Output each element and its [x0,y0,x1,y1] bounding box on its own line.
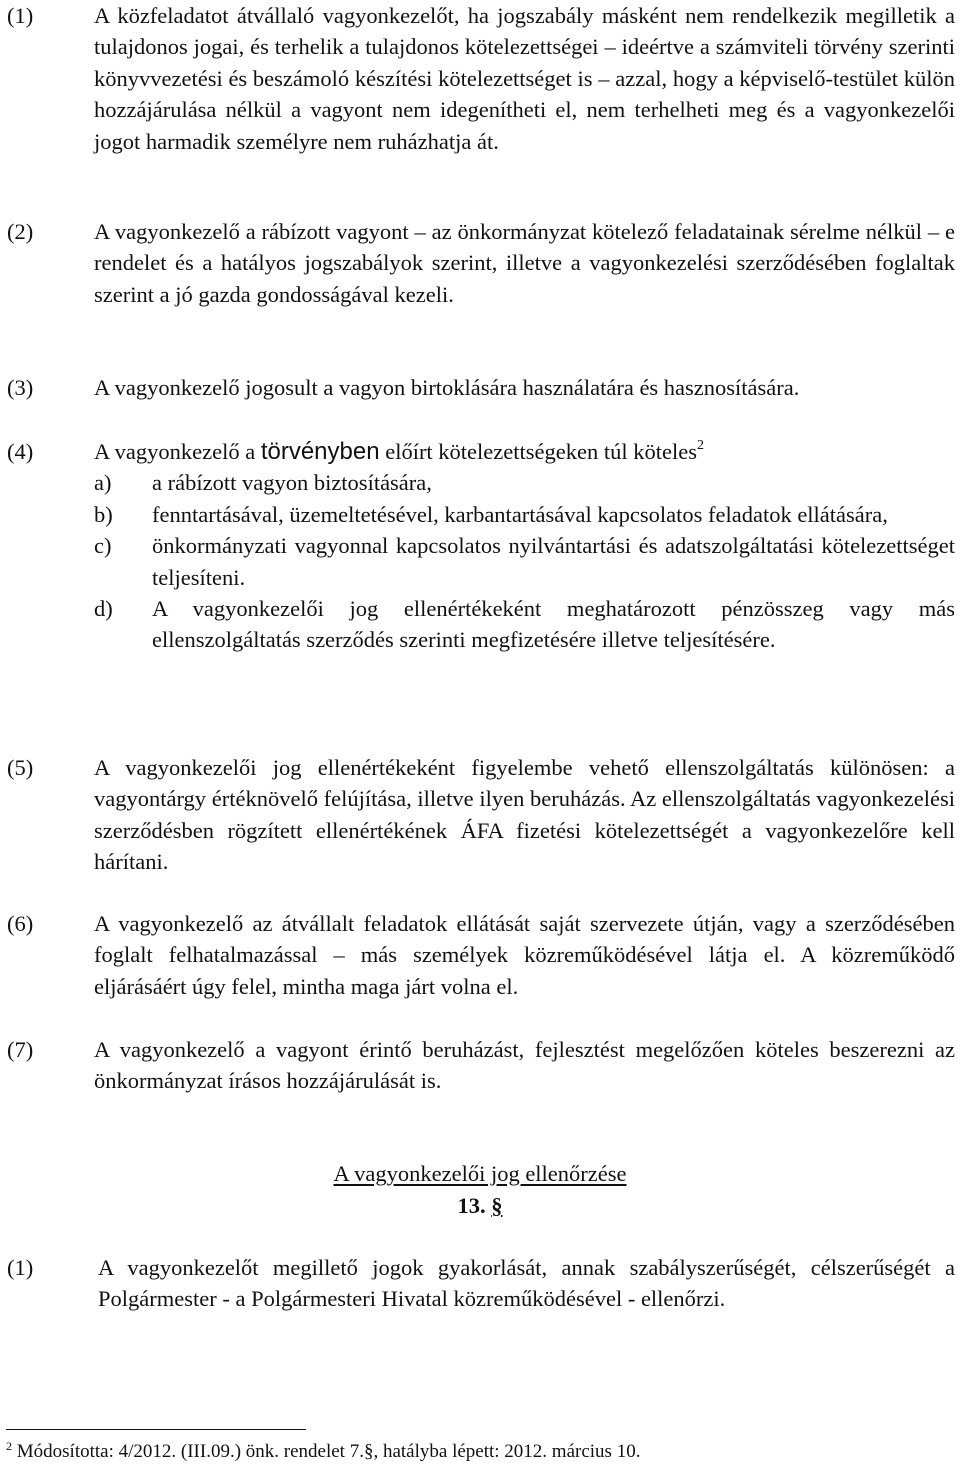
paragraph-number: (7) [7,1037,34,1062]
paragraph-5 [0,752,956,878]
list-item [94,530,955,593]
section-number: 13. § [457,1193,503,1218]
paragraph-text: A vagyonkezelő jogosult a vagyon birtoklására használatára és hasznosítására. [94,375,800,400]
paragraph-number: (1) [7,3,34,28]
paragraph-number: (3) [7,375,34,400]
paragraph-number: (2) [7,219,34,244]
paragraph-text: A vagyonkezelőt megillető jogok gyakorlását, annak szabályszerűségét, célszerűségét a Polgármester - a Polgármesteri Hivatal közreműködésével - ellenőrzi. [98,1255,955,1312]
list-item-label: a) [94,470,112,496]
paragraph-text: A vagyonkezelői jog ellenértékeként figyelembe vehető ellenszolgáltatás különösen: a vagyontárgy értéknövelő felújítása, illetve ilyen beruházás. Az ellenszolgáltatás vagyonkezelési szerződésben rögzített ellenértékének ÁFA fizetési kötelezettségét a vagyonkezelőre kell hárítani. [94,755,955,875]
paragraph-7 [0,1034,956,1097]
list-item [94,499,955,530]
paragraph-2 [0,216,956,310]
emphasized-word: törvényben [260,438,380,465]
footnote [6,1440,640,1464]
list-item-text: A vagyonkezelői jog ellenértékeként meghatározott pénzösszeg vagy más ellenszolgáltatás szerződés szerinti megfizetésére illetve teljesítésére. [152,596,955,653]
obligation-list [94,467,955,655]
list-item-label: d) [94,596,113,622]
paragraph-number: (5) [7,755,34,780]
footnote-reference: 2 [696,437,704,453]
list-item [94,593,955,656]
footnote-mark: 2 [6,1438,12,1453]
list-item-text: önkormányzati vagyonnal kapcsolatos nyilvántartási és adatszolgáltatási kötelezettséget teljesíteni. [152,533,955,590]
list-item-label: c) [94,533,112,559]
paragraph-number: (6) [7,911,34,936]
list-item [94,467,955,498]
list-item-label: b) [94,501,113,527]
section-heading: A vagyonkezelői jog ellenőrzése [333,1161,627,1186]
paragraph-4 [0,436,956,656]
paragraph-text: A vagyonkezelő a vagyont érintő beruházást, fejlesztést megelőzően köteles beszerezni az önkormányzat írásos hozzájárulását is. [94,1037,955,1094]
footnote-separator [6,1429,306,1430]
paragraph-3 [0,372,956,403]
list-item-text: a rábízott vagyon biztosítására, [152,470,432,496]
section-paragraph-1 [0,1252,956,1315]
paragraph-number: (1) [7,1255,34,1280]
paragraph-1 [0,0,956,157]
paragraph-number: (4) [7,439,34,464]
section-sign: § [491,1193,503,1218]
paragraph-intro: A vagyonkezelő a törvényben előírt kötelezettségeken túl köteles$^2$ [94,437,704,465]
paragraph-text: A vagyonkezelő az átvállalt feladatok ellátását saját szervezete útján, vagy a szerződésében foglalt felhatalmazással – más személyek közreműködésével látja el. A közreműködő eljárásáért úgy felel, mintha maga járt volna el. [94,911,955,999]
footnote-text: Módosította: 4/2012. (III.09.) önk. rendelet 7.§, hatályba lépett: 2012. március 10. [12,1441,641,1462]
paragraph-text: A közfeladatot átvállaló vagyonkezelőt, ha jogszabály másként nem rendelkezik megilletik a tulajdonos jogai, és terhelik a tulajdonos kötelezettségei – ideértve a számviteli törvény szerinti könyvvezetési és beszámoló készítési kötelezettséget is – azzal, hogy a képviselő-testület külön hozzájárulása nélkül a vagyont nem idegenítheti el, nem terhelheti meg és a vagyonkezelői jogot harmadik személyre nem ruházhatja át. [94,3,955,154]
paragraph-text: A vagyonkezelő a rábízott vagyont – az önkormányzat kötelező feladatainak sérelme nélkül – e rendelet és a hatályos jogszabályok szerint, illetve a vagyonkezelési szerződésében foglaltak szerint a jó gazda gondosságával kezeli. [94,219,955,307]
list-item-text: fenntartásával, üzemeltetésével, karbantartásával kapcsolatos feladatok ellátására, [152,501,888,527]
paragraph-6 [0,908,956,1002]
